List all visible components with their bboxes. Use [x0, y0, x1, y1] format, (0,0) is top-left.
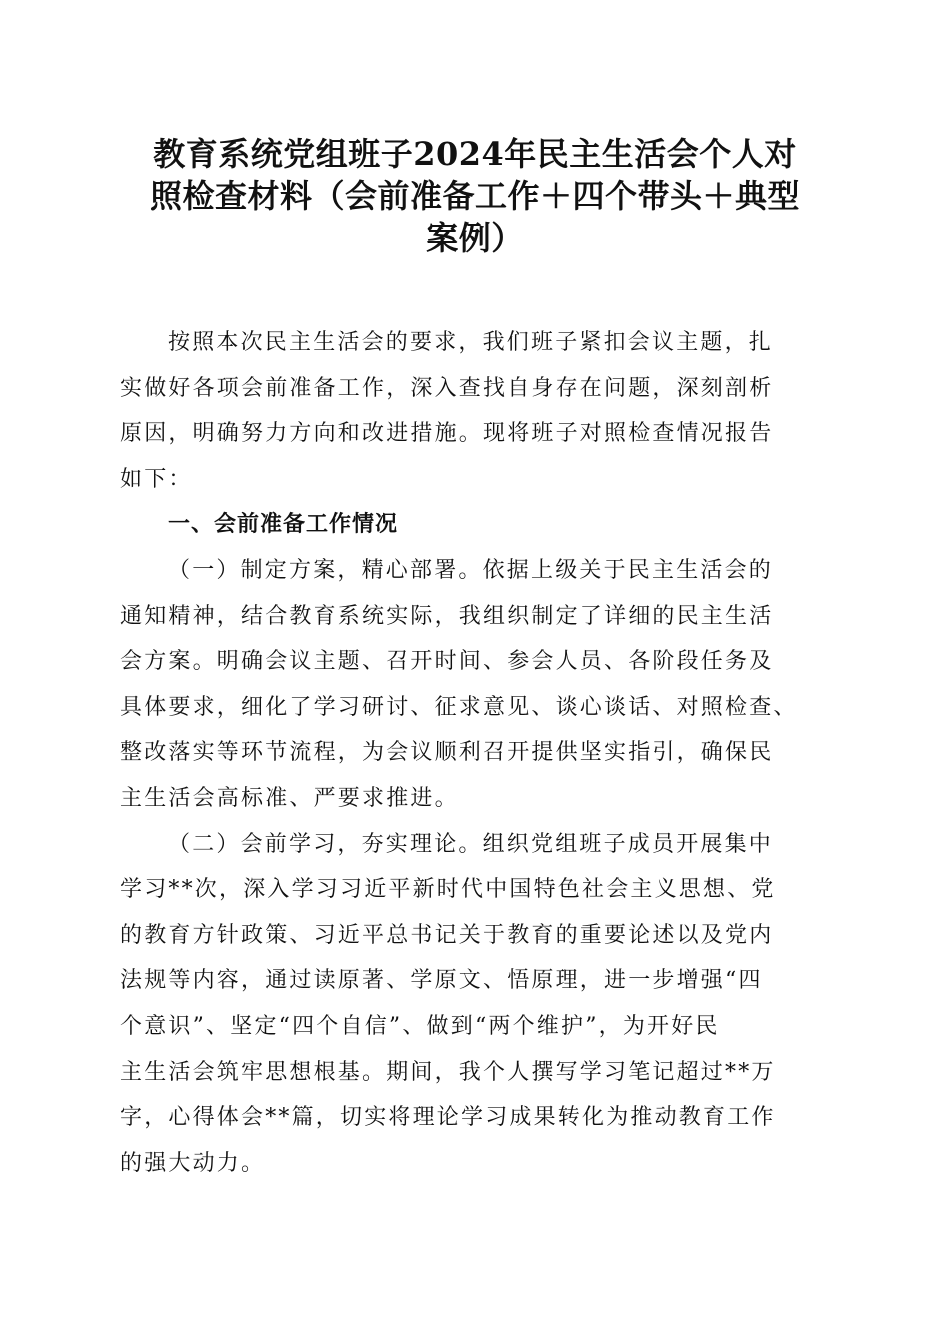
intro-paragraph [120, 320, 832, 502]
text-line: 主生活会筑牢思想根基。期间，我个人撰写学习笔记超过**万 [120, 1059, 776, 1085]
text-line: 的强大动力。 [120, 1150, 266, 1176]
text-line: 如下： [120, 466, 193, 492]
text-line: （二）会前学习，夯实理论。组织党组班子成员开展集中 [168, 831, 774, 857]
text-line: 学习**次，深入学习习近平新时代中国特色社会主义思想、党 [120, 877, 776, 903]
document-body [120, 320, 832, 1186]
text-line: 通知精神，结合教育系统实际，我组织制定了详细的民主生活 [120, 603, 774, 629]
text-line: 个意识”、坚定“四个自信”、做到“两个维护”，为开好民 [120, 1013, 720, 1039]
title-line: 照检查材料（会前准备工作＋四个带头＋典型 [149, 177, 800, 215]
text-line: 会方案。明确会议主题、召开时间、参会人员、各阶段任务及 [120, 649, 774, 675]
text-line: （一）制定方案，精心部署。依据上级关于民主生活会的 [168, 557, 774, 583]
text-line: 字，心得体会**篇，切实将理论学习成果转化为推动教育工作 [120, 1105, 776, 1131]
text-line: 法规等内容，通过读原著、学原文、悟原理，进一步增强“四 [120, 968, 763, 994]
text-line: 具体要求，细化了学习研讨、征求意见、谈心谈话、对照检查、 [120, 694, 798, 720]
paragraph-plan [120, 548, 832, 822]
text-line: 按照本次民主生活会的要求，我们班子紧扣会议主题，扎 [168, 330, 774, 355]
paragraph-study [120, 822, 832, 1187]
text-line: 原因，明确努力方向和改进措施。现将班子对照检查情况报告 [120, 421, 774, 447]
text-line: 实做好各项会前准备工作，深入查找自身存在问题，深刻剖析 [120, 375, 774, 401]
title-line: 教育系统党组班子2024年民主生活会个人对 [153, 135, 797, 173]
text-line: 整改落实等环节流程，为会议顺利召开提供坚实指引，确保民 [120, 740, 774, 766]
document-title [118, 133, 832, 259]
title-line: 案例） [426, 219, 524, 257]
text-line: 的教育方针政策、习近平总书记关于教育的重要论述以及党内 [120, 922, 774, 948]
section-heading [120, 502, 832, 548]
text-line: 主生活会高标准、严要求推进。 [120, 785, 459, 811]
section-heading-text: 一、会前准备工作情况 [168, 512, 399, 538]
